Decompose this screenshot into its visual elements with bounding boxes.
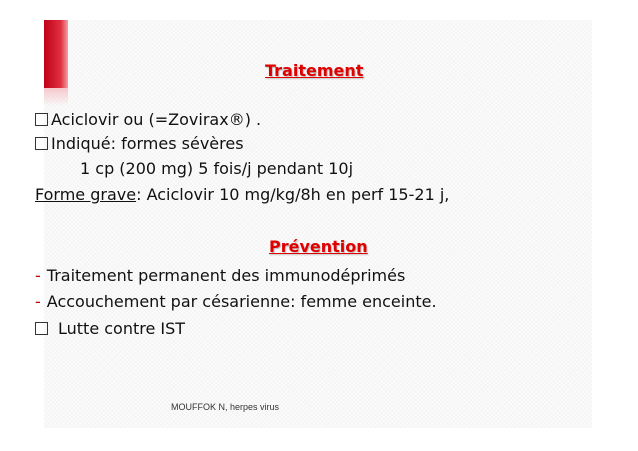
checkbox-bullet-icon bbox=[35, 137, 48, 150]
forme-grave-line bbox=[35, 185, 449, 204]
checkbox-bullet-icon bbox=[35, 322, 48, 335]
prevention-item-1 bbox=[35, 266, 405, 285]
prevention-item-3 bbox=[35, 319, 185, 338]
prevention-item-2 bbox=[35, 292, 437, 311]
prevention-text: Traitement permanent des immunodéprimés bbox=[46, 266, 406, 285]
accent-bar-fade bbox=[44, 88, 68, 106]
bullet-text: Indiqué: formes sévères bbox=[51, 134, 244, 153]
accent-bar bbox=[44, 20, 68, 88]
bullet-aciclovir bbox=[35, 110, 261, 129]
slide bbox=[44, 20, 592, 428]
dash-marker: - bbox=[35, 292, 41, 311]
heading-prevention: Prévention bbox=[269, 237, 368, 256]
bullet-indique bbox=[35, 134, 244, 153]
footer-credit: MOUFFOK N, herpes virus bbox=[171, 402, 280, 412]
forme-grave-text: : Aciclovir 10 mg/kg/8h en perf 15-21 j, bbox=[136, 185, 450, 204]
bullet-text: Aciclovir ou (=Zovirax®) . bbox=[51, 110, 262, 129]
heading-traitement: Traitement bbox=[265, 61, 364, 80]
dash-marker: - bbox=[35, 266, 41, 285]
prevention-text: Accouchement par césarienne: femme enceinte. bbox=[46, 292, 437, 311]
prevention-text: Lutte contre IST bbox=[58, 319, 186, 338]
dosage-line: 1 cp (200 mg) 5 fois/j pendant 10j bbox=[80, 159, 354, 178]
forme-grave-label: Forme grave bbox=[35, 185, 137, 204]
checkbox-bullet-icon bbox=[35, 113, 48, 126]
